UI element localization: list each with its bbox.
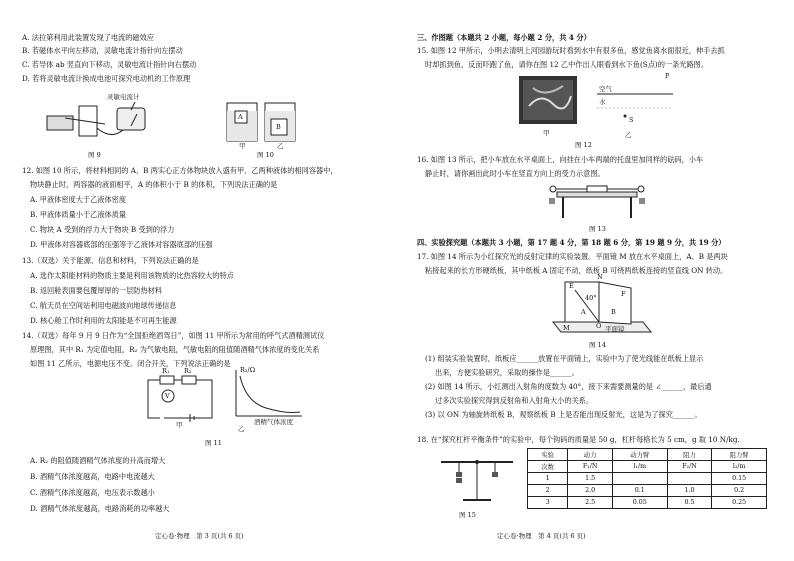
q11-option-b: B. 若磁体水平向左移动，灵敏电流计指针向左摆动 [22, 46, 183, 55]
figure-15 [437, 452, 517, 506]
cell: 0.5 [667, 497, 712, 509]
q17-part-2b: 过多次实验探究得到反射角和入射角大小的关系。 [435, 396, 594, 405]
table-row [528, 473, 767, 485]
weight-left-1 [456, 472, 462, 477]
graph-x-label: 酒精气体浓度 [254, 418, 293, 426]
label-b: B [611, 308, 616, 316]
tray-left [549, 198, 555, 204]
q13-option-d: D. 核心舱工作时利用的太阳能是不可再生能源 [30, 316, 177, 325]
header-f2-unit: F₂/N [667, 461, 712, 473]
table-header-row-1 [528, 449, 767, 461]
figure-12-caption: 图 12 [575, 141, 592, 149]
header-effort: 动力 [568, 449, 613, 461]
q15-stem-2: 时却抓到鱼，反而吓跑了鱼，请你在图 12 乙中作出人眼看到水下鱼(S点)的一条光路图。 [425, 60, 709, 69]
q14-stem-2: 原理图，其中 R₁ 为定值电阻，R₂ 为气敏电阻，气敏电阻的阻值随酒精气体浓度的变化关系 [30, 345, 320, 354]
q15-stem-1: 15. 如图 12 甲所示，小明去清明上河园游玩时看到水中有很多鱼，感觉鱼离水面很近，伸手去抓 [417, 46, 725, 55]
cell: 3 [528, 497, 568, 509]
block-b-label: B [276, 123, 281, 131]
graph-y-label: R₂/Ω [240, 366, 256, 374]
section-3-title: 三、作图题（本题共 2 小题，每小题 2 分，共 4 分） [417, 33, 591, 42]
figure-11-graph [226, 366, 306, 432]
figure-13-caption: 图 13 [589, 225, 606, 233]
s-label: S [629, 116, 634, 124]
figure-13 [547, 178, 647, 220]
mirror-label: 平面镜 [605, 325, 625, 333]
circuit-jia-label: 甲 [176, 421, 183, 429]
fish-point-s [624, 115, 627, 118]
cell: 2.5 [568, 497, 613, 509]
galvanometer-label: 灵敏电流计 [107, 93, 140, 101]
container-jia-label: 甲 [239, 142, 246, 150]
q18-stem: 18. 在“探究杠杆平衡条件”的实验中，每个钩码的质量是 50 g，杠杆每格长为 5 cm，g 取 10 N/kg. [417, 435, 740, 444]
header-l1-unit: l₁/m [612, 461, 667, 473]
figure-12-jia-label: 甲 [543, 129, 550, 137]
lever-drawing [437, 452, 517, 506]
weight-right [492, 472, 498, 477]
q12-option-b: B. 甲液体质量小于乙液体质量 [30, 210, 127, 219]
cell: 0.2 [712, 485, 767, 497]
right-page [397, 0, 794, 561]
cell: 1 [528, 473, 568, 485]
left-footer: 定心卷·物理 第 3 页(共 6 页) [155, 532, 244, 540]
label-f: F [621, 290, 626, 298]
board-b [599, 282, 631, 324]
label-a: A [581, 308, 586, 316]
q17-stem-2: 粘接起来的长方形硬纸板，其中纸板 A 固定不动，纸板 B 可绕两纸板连接的竖直线 ON 转动。 [425, 266, 728, 275]
header-f1-unit: F₁/N [568, 461, 613, 473]
figure-11-circuit [140, 367, 220, 429]
refraction-diagram [595, 72, 675, 128]
table-header-row-2 [528, 461, 767, 473]
figure-10-caption: 图 10 [257, 151, 274, 159]
resistor-r2 [182, 376, 196, 384]
pulley-right [638, 186, 644, 192]
weight-left-2 [456, 478, 462, 483]
cell: 0.15 [712, 473, 767, 485]
q11-option-a: A. 法拉第利用此装置发现了电流的磁效应 [22, 33, 154, 42]
cell: 0.1 [612, 485, 667, 497]
q14-stem-3: 如图 11 乙所示，电源电压不变。闭合开关，下列说法正确的是 [30, 359, 231, 368]
figure-11-caption: 图 11 [205, 439, 222, 447]
voltmeter-label: V [165, 392, 170, 400]
cell [667, 473, 712, 485]
figure-12-photo [519, 76, 577, 124]
graph-yi-label: 乙 [238, 425, 245, 433]
cell: 1.0 [667, 485, 712, 497]
magnet-shape [47, 116, 73, 130]
q14-option-c: C. 酒精气体浓度越高，电压表示数越小 [30, 488, 155, 497]
figure-10-drawing [225, 97, 300, 143]
figure-14 [547, 273, 657, 336]
lever-pivot [475, 460, 479, 464]
table-row [528, 497, 767, 509]
q17-stem-1: 17. 如图 14 所示为小红探究光的反射定律的实验装置。平面镜 M 放在水平桌面上，A、B 是两块 [417, 252, 728, 261]
q14-stem-1: 14.（双选）每年 9 月 9 日作为“全国拒绝酒驾日”，如图 11 甲所示为常用的呼气式酒精测试仪 [22, 331, 325, 340]
q11-option-c: C. 若导体 ab 竖直向下移动，灵敏电流计指针向右摆动 [22, 60, 197, 69]
circuit-drawing [140, 372, 220, 426]
label-o: O [596, 322, 602, 330]
q17-part-2a: (2) 如图 14 所示，小红测出入射角的度数为 40°，接下来需要测量的是 ∠______，最后通 [425, 382, 712, 391]
cell [612, 473, 667, 485]
section-4-title: 四、实验探究题（本题共 3 小题，第 17 题 4 分，第 18 题 6 分，第 19 题 9 分，共 19 分） [417, 238, 726, 247]
q16-stem-2: 静止时，请你画出此时小车在竖直方向上的受力示意图。 [425, 169, 605, 178]
resistor-r1 [160, 376, 174, 384]
label-m: M [563, 324, 570, 332]
circuit-loop [148, 380, 212, 418]
q14-option-a: A. R₂ 的阻值随酒精气体浓度的升高而增大 [30, 456, 166, 465]
tray-right [639, 198, 645, 204]
figure-9 [45, 88, 175, 146]
q12-option-a: A. 甲液体密度大于乙液体密度 [30, 195, 127, 204]
cell: 2 [528, 485, 568, 497]
cell: 0.25 [712, 497, 767, 509]
q13-option-a: A. 选作太阳能材料的物质主要是利用该物质的比热容较大的特点 [30, 271, 234, 280]
lever-data-table [527, 448, 767, 509]
p-label: P [665, 72, 670, 80]
q14-option-d: D. 酒精气体浓度越高，电路消耗的功率越大 [30, 504, 170, 513]
resistance-curve [240, 376, 300, 413]
header-l2-unit: l₂/m [712, 461, 767, 473]
header-trial-count: 次数 [528, 461, 568, 473]
cell: 0.05 [612, 497, 667, 509]
header-effort-arm: 动力臂 [612, 449, 667, 461]
q12-option-d: D. 甲液体对容器底部的压强等于乙液体对容器底部的压强 [30, 240, 213, 249]
cell: 1.5 [568, 473, 613, 485]
cart [587, 186, 607, 192]
q17-part-1b: 出来，方便实验研究，采取的操作是______。 [435, 368, 579, 377]
q17-part-3: (3) 以 ON 为轴旋转纸板 B，观察纸板 B 上是否能出现反射光，这是为了探究______。 [425, 410, 702, 419]
q14-option-b: B. 酒精气体浓度越高，电路中电流越大 [30, 472, 155, 481]
figure-12-yi-label: 乙 [625, 131, 632, 139]
angle-label: 40° [585, 294, 597, 302]
right-footer: 定心卷·物理 第 4 页(共 6 页) [497, 532, 586, 540]
q13-stem: 13.（双选）关于能源、信息和材料，下列说法正确的是 [22, 256, 199, 265]
block-a-label: A [238, 113, 243, 121]
galvanometer-icon [117, 108, 145, 130]
container-yi-label: 乙 [277, 142, 284, 150]
q17-part-1a: (1) 组装实验装置时，纸板应______放置在平面镜上，实验中为了使光线能在纸板上显示 [425, 354, 704, 363]
figure-12-diagram [595, 72, 675, 128]
header-trial: 实验 [528, 449, 568, 461]
cell: 2.0 [568, 485, 613, 497]
q12-option-c: C. 物块 A 受到的浮力大于物块 B 受到的浮力 [30, 225, 175, 234]
figure-14-caption: 图 14 [589, 341, 606, 349]
q11-option-d: D. 若将灵敏电流计换成电池可探究电动机的工作原理 [22, 74, 191, 83]
water-label: 水 [599, 98, 606, 106]
table-top [557, 192, 637, 197]
fish-photo-drawing [519, 76, 577, 124]
table-row [528, 485, 767, 497]
q12-stem-1: 12. 如图 10 所示，将材料相同的 A、B 两实心正方体物块放入盛有甲、乙两种液体的相同容器中， [22, 166, 338, 175]
label-e: E [569, 282, 574, 290]
figure-9-caption: 图 9 [88, 151, 101, 159]
cart-table-drawing [547, 178, 647, 220]
header-load: 阻力 [667, 449, 712, 461]
q13-option-c: C. 航天员在空间站利用电磁波向地球传递信息 [30, 301, 177, 310]
air-label: 空气 [599, 85, 612, 93]
figure-10 [225, 97, 300, 150]
header-load-arm: 阻力臂 [712, 449, 767, 461]
r2-label: R₂ [184, 367, 192, 375]
q16-stem-1: 16. 如图 13 所示，把小车放在水平桌面上，向挂在小车两端的托盘里加同样的砝码，小车 [417, 155, 704, 164]
label-n: N [597, 273, 603, 281]
q13-option-b: B. 返回舱表面要包覆厚厚的一层防热材料 [30, 286, 163, 295]
q12-stem-2: 物块静止时，两容器的液面相平，A 的体积小于 B 的体积，下列说法正确的是 [30, 180, 278, 189]
pulley-left [550, 186, 556, 192]
r1-label: R₁ [162, 367, 170, 375]
figure-15-caption: 图 15 [459, 511, 476, 519]
